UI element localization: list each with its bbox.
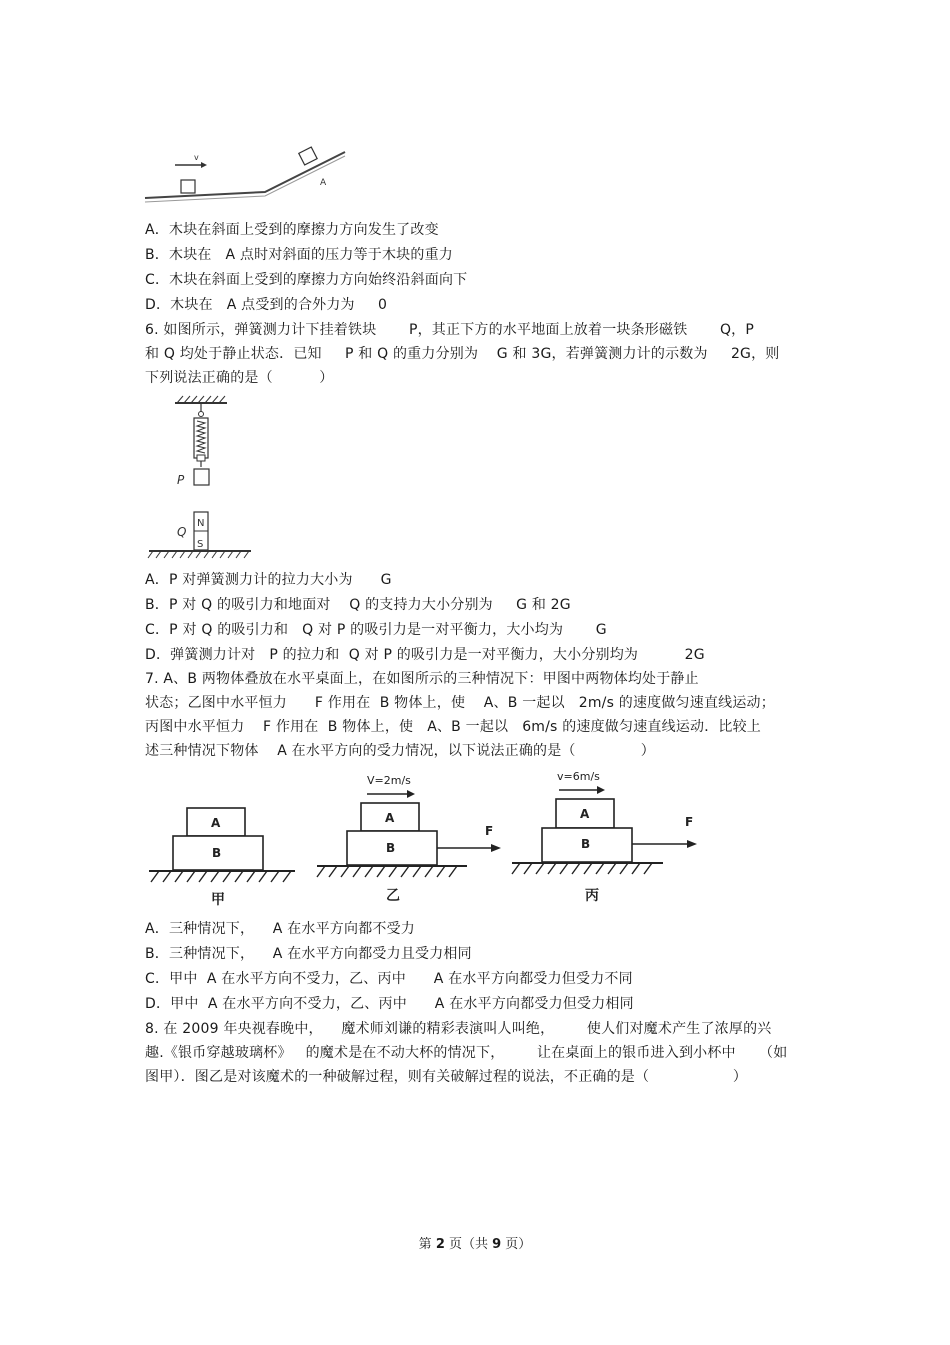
caption-jia: 甲 xyxy=(211,892,225,908)
bing-label-a: A xyxy=(580,807,590,821)
bing-velocity-label: v=6m/s xyxy=(557,770,600,783)
q6-stem-line-1: 6. 如图所示，弹簧测力计下挂着铁块 P，其正下方的水平地面上放着一块条形磁铁 Q，P xyxy=(145,322,755,338)
stacked-blocks-figure xyxy=(145,768,705,913)
north-pole-label: N xyxy=(197,518,205,529)
spring-magnet-figure xyxy=(145,395,255,565)
q8-stem-line-1: 8. 在 2009 年央视春晚中， 魔术师刘谦的精彩表演叫人叫绝， 使人们对魔术产生了浓厚的兴 xyxy=(145,1021,772,1037)
q7-option-a: A．三种情况下， A 在水平方向都不受力 xyxy=(145,921,416,937)
page-footer xyxy=(0,1233,950,1252)
q6-option-b: B．P 对 Q 的吸引力和地面对 Q 的支持力大小分别为 G 和 2G xyxy=(145,597,571,613)
q6-option-c: C．P 对 Q 的吸引力和 Q 对 P 的吸引力是一对平衡力，大小均为 G xyxy=(145,622,607,638)
footer-prefix: 第 xyxy=(418,1237,436,1252)
velocity-label: v xyxy=(194,153,199,162)
point-a-label: A xyxy=(320,178,327,188)
q-label: Q xyxy=(177,525,187,539)
footer-total-pages: 9 xyxy=(492,1237,502,1252)
yi-label-a: A xyxy=(385,811,395,825)
caption-bing: 丙 xyxy=(585,888,599,904)
q7-stem-line-2: 状态；乙图中水平恒力 F 作用在 B 物体上，使 A、B 一起以 2m/s 的速度做匀速直线运动； xyxy=(145,695,775,711)
iron-block-p xyxy=(194,469,209,485)
q7-stem-line-4: 述三种情况下物体 A 在水平方向的受力情况，以下说法正确的是（ ） xyxy=(145,743,655,759)
yi-label-b: B xyxy=(386,841,396,855)
q7-option-b: B．三种情况下， A 在水平方向都受力且受力相同 xyxy=(145,946,472,962)
q8-stem-line-3: 图甲）．图乙是对该魔术的一种破解过程，则有关破解过程的说法，不正确的是（ ） xyxy=(145,1069,748,1085)
incline-figure xyxy=(145,140,355,210)
yi-velocity-label: V=2m/s xyxy=(367,774,411,787)
q7-option-d: D．甲中 A 在水平方向不受力，乙、丙中 A 在水平方向都受力但受力相同 xyxy=(145,996,634,1012)
footer-suffix: 页） xyxy=(501,1237,532,1252)
south-pole-label: S xyxy=(197,539,204,550)
q6-stem-line-3: 下列说法正确的是（ ） xyxy=(145,370,334,386)
bing-force-label: F xyxy=(685,815,694,829)
block-on-flat xyxy=(181,180,195,193)
q6-stem-line-2: 和 Q 均处于静止状态．已知 P 和 Q 的重力分别为 G 和 3G，若弹簧测力计的示数为 2G，则 xyxy=(145,346,780,362)
caption-yi: 乙 xyxy=(386,888,400,904)
q7-stem-line-3: 丙图中水平恒力 F 作用在 B 物体上，使 A、B 一起以 6m/s 的速度做匀速直线运动．比较上 xyxy=(145,719,761,735)
block-on-incline xyxy=(299,147,317,165)
footer-page-number: 2 xyxy=(435,1237,445,1252)
q5-option-d: D．木块在 A 点受到的合外力为 0 xyxy=(145,297,388,313)
jia-label-a: A xyxy=(211,816,221,830)
q6-option-d: D．弹簧测力计对 P 的拉力和 Q 对 P 的吸引力是一对平衡力，大小分别均为 2G xyxy=(145,647,705,663)
yi-force-label: F xyxy=(485,824,494,838)
q7-option-c: C．甲中 A 在水平方向不受力，乙、丙中 A 在水平方向都受力但受力不同 xyxy=(145,971,633,987)
q5-option-a: A．木块在斜面上受到的摩擦力方向发生了改变 xyxy=(145,222,439,238)
q5-option-c: C．木块在斜面上受到的摩擦力方向始终沿斜面向下 xyxy=(145,272,468,288)
q8-stem-line-2: 趣.《银币穿越玻璃杯》 的魔术是在不动大杯的情况下， 让在桌面上的银币进入到小杯中 （如 xyxy=(145,1045,788,1061)
q6-option-a: A．P 对弹簧测力计的拉力大小为 G xyxy=(145,572,392,588)
q5-option-b: B．木块在 A 点时对斜面的压力等于木块的重力 xyxy=(145,247,453,263)
bing-label-b: B xyxy=(581,837,591,851)
q7-stem-line-1: 7. A、B 两物体叠放在水平桌面上，在如图所示的三种情况下：甲图中两物体均处于静止 xyxy=(145,671,699,687)
jia-label-b: B xyxy=(212,846,222,860)
footer-middle: 页（共 xyxy=(444,1237,493,1252)
p-label: P xyxy=(177,473,185,487)
